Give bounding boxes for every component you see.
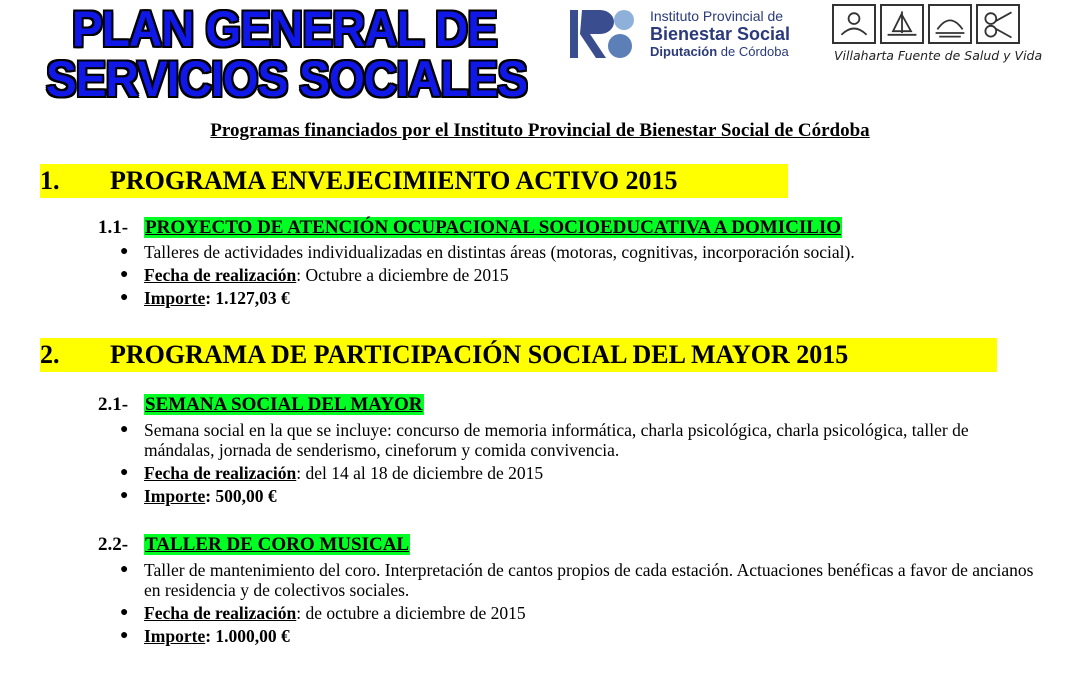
list-item: ● Importe: 500,00 € (120, 486, 277, 506)
ribbon-icon (976, 4, 1020, 44)
project-heading-2-2 (98, 533, 410, 557)
list-item: ● Semana social en la que se incluye: concurso de memoria informática, charla psicológica, charla psicológica, taller de mándalas, jornada de senderismo, cineforum y comida convivencia. (120, 420, 969, 460)
list-item: ● Fecha de realización: del 14 al 18 de diciembre de 2015 (120, 463, 544, 483)
project-title: TALLER DE CORO MUSICAL (145, 534, 410, 555)
bullet-icon: ● (120, 244, 129, 259)
project-details-2-2 (118, 560, 1038, 649)
project-number: 2.1- (98, 394, 129, 415)
bullet-icon: ● (120, 562, 129, 577)
bullet-icon: ● (120, 267, 129, 282)
project-heading-2-1 (98, 393, 424, 417)
ipbs-line-3: Diputación de Córdoba (650, 44, 789, 59)
title-line-1: PLAN GENERAL DE (72, 1, 497, 57)
project-number: 2.2- (98, 534, 129, 555)
project-number: 1.1- (98, 217, 129, 238)
project-title: PROYECTO DE ATENCIÓN OCUPACIONAL SOCIOEDUCATIVA A DOMICILIO (145, 217, 842, 238)
document-subtitle: Programas financiados por el Instituto Provincial de Bienestar Social de Córdoba (210, 120, 870, 141)
sailboat-icon (880, 4, 924, 44)
program-number: 1. (40, 166, 60, 195)
program-number: 2. (40, 340, 60, 369)
fountain-icon (832, 4, 876, 44)
program-title: PROGRAMA ENVEJECIMIENTO ACTIVO 2015 (110, 166, 678, 195)
list-item: ● Fecha de realización: de octubre a diciembre de 2015 (120, 603, 526, 623)
project-title: SEMANA SOCIAL DEL MAYOR (145, 394, 423, 415)
villaharta-caption: Villaharta Fuente de Salud y Vida (834, 48, 1043, 63)
project-details-2-1 (118, 420, 1038, 509)
ipbs-logo-icon (568, 6, 640, 62)
sunrise-icon (928, 4, 972, 44)
bullet-icon: ● (120, 488, 129, 503)
list-item: ● Talleres de actividades individualizadas en distintas áreas (motoras, cognitivas, incorporación social). (120, 242, 855, 262)
program-heading-2 (40, 338, 997, 372)
ipbs-line-1: Instituto Provincial de (650, 8, 784, 24)
bullet-icon: ● (120, 628, 129, 643)
bullet-icon: ● (120, 290, 129, 305)
list-item: ● Taller de mantenimiento del coro. Interpretación de cantos propios de cada estación. Actuaciones benéficas a favor de ancianos en residencia y de colectivos sociales. (120, 560, 1034, 600)
title-line-2: SERVICIOS SOCIALES (46, 51, 528, 107)
project-heading-1-1 (98, 216, 842, 240)
bullet-icon: ● (120, 465, 129, 480)
list-item: ● Fecha de realización: Octubre a diciembre de 2015 (120, 265, 509, 285)
ipbs-line-2: Bienestar Social (650, 24, 791, 44)
list-item: ● Importe: 1.127,03 € (120, 288, 290, 308)
program-title: PROGRAMA DE PARTICIPACIÓN SOCIAL DEL MAYOR 2015 (110, 340, 849, 369)
bullet-icon: ● (120, 605, 129, 620)
project-details-1-1 (118, 242, 1038, 311)
list-item: ● Importe: 1.000,00 € (120, 626, 290, 646)
bullet-icon: ● (120, 422, 129, 437)
program-heading-1 (40, 164, 788, 198)
